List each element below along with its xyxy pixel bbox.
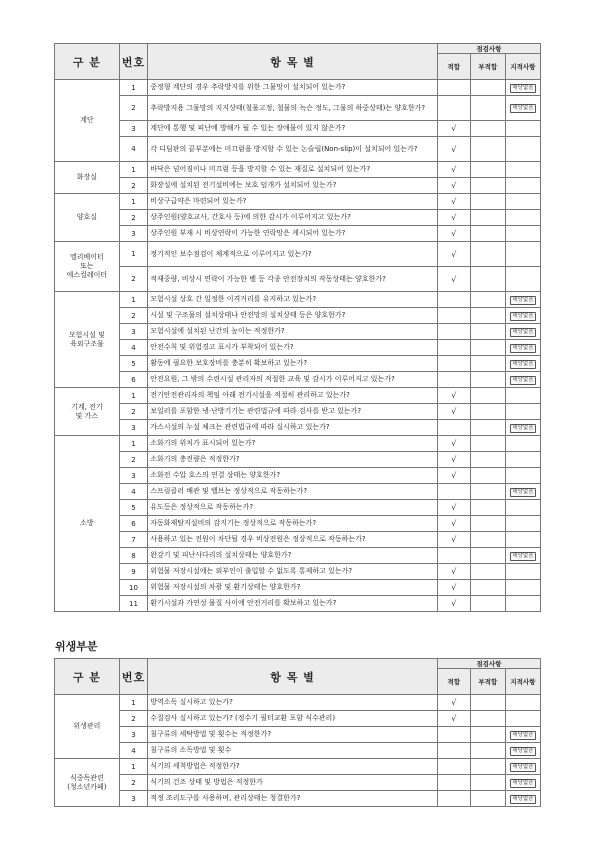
note-cell bbox=[505, 452, 540, 468]
table-row bbox=[55, 548, 541, 564]
check-item-text: 가스시설의 누설 체크는 관련법규에 따라 실시하고 있는가? bbox=[148, 420, 438, 436]
check-item-text: 침구류의 세탁방법 및 횟수는 적정한가? bbox=[148, 727, 438, 743]
ok-mark bbox=[437, 791, 470, 807]
header-ok: 적합 bbox=[437, 54, 470, 80]
bad-mark bbox=[470, 727, 505, 743]
check-item-text: 유도등은 정상적으로 작동하는가? bbox=[148, 500, 438, 516]
ok-mark: √ bbox=[437, 532, 470, 548]
bad-mark bbox=[470, 194, 505, 210]
check-item-text: 적재중량, 비상시 연락이 가능한 벨 등 각종 안전장치의 작동상태는 양호한가? bbox=[148, 267, 438, 292]
bad-mark bbox=[470, 759, 505, 775]
note-cell bbox=[505, 484, 540, 500]
hygiene-section-title: 위생부분 bbox=[55, 640, 98, 653]
table-row bbox=[55, 452, 541, 468]
not-applicable-badge: 해당없음 bbox=[512, 779, 534, 786]
ok-mark: √ bbox=[437, 121, 470, 137]
header-bad: 부적합 bbox=[470, 54, 505, 80]
bad-mark bbox=[470, 791, 505, 807]
check-item-text: 스프링클러 배관 및 밸브는 정상적으로 작동하는가? bbox=[148, 484, 438, 500]
note-cell bbox=[505, 356, 540, 372]
bad-mark bbox=[470, 695, 505, 711]
table-row bbox=[55, 484, 541, 500]
ok-mark bbox=[437, 372, 470, 388]
check-item-text: 중정형 계단의 경우 추락방지를 위한 그물망이 설치되어 있는가? bbox=[148, 80, 438, 96]
check-item-text: 수질검사 실시하고 있는가? (정수기 필터교환 포함 식수관리) bbox=[148, 711, 438, 727]
note-cell bbox=[505, 759, 540, 775]
table-row bbox=[55, 500, 541, 516]
check-item-text: 위험물 저장시설에는 외부인이 출입할 수 없도록 통제하고 있는가? bbox=[148, 564, 438, 580]
row-number: 1 bbox=[119, 695, 148, 711]
header-bad: 부적합 bbox=[470, 669, 505, 695]
note-cell bbox=[505, 137, 540, 162]
not-applicable-badge: 해당없음 bbox=[512, 296, 534, 303]
row-number: 2 bbox=[119, 452, 148, 468]
not-applicable-badge: 해당없음 bbox=[512, 731, 534, 738]
not-applicable-badge: 해당없음 bbox=[512, 552, 534, 559]
header-number: 번호 bbox=[119, 659, 148, 695]
note-cell bbox=[505, 580, 540, 596]
note-cell bbox=[505, 743, 540, 759]
row-number: 9 bbox=[119, 564, 148, 580]
check-item-text: 상주인원 부재 시 비상연락이 가능한 연락망은 게시되어 있는가? bbox=[148, 226, 438, 242]
check-item-text: 소화전 수압 호스의 연결 상태는 양호한가? bbox=[148, 468, 438, 484]
bad-mark bbox=[470, 137, 505, 162]
bad-mark bbox=[470, 452, 505, 468]
row-number: 4 bbox=[119, 137, 148, 162]
table-row bbox=[55, 372, 541, 388]
check-item-text: 위험물 저장시설의 차광 및 환기상태는 양호한가? bbox=[148, 580, 438, 596]
row-number: 10 bbox=[119, 580, 148, 596]
category-cell: 모험시설 및 육외구조물 bbox=[55, 292, 120, 388]
check-item-text: 바닥은 넘어짐이나 미끄럼 등을 방지할 수 있는 재질로 설치되어 있는가? bbox=[148, 162, 438, 178]
note-cell bbox=[505, 388, 540, 404]
table-row bbox=[55, 596, 541, 612]
note-cell bbox=[505, 324, 540, 340]
row-number: 4 bbox=[119, 743, 148, 759]
bad-mark bbox=[470, 580, 505, 596]
bad-mark bbox=[470, 372, 505, 388]
category-cell: 계단 bbox=[55, 80, 120, 162]
check-item-text: 환기시설과 가연성 물질 사이에 안전거리를 확보하고 있는가? bbox=[148, 596, 438, 612]
not-applicable-badge: 해당없음 bbox=[512, 376, 534, 383]
row-number: 2 bbox=[119, 267, 148, 292]
not-applicable-badge: 해당없음 bbox=[512, 763, 534, 770]
bad-mark bbox=[470, 596, 505, 612]
not-applicable-badge: 해당없음 bbox=[512, 424, 534, 431]
row-number: 3 bbox=[119, 324, 148, 340]
check-item-text: 방역소독 실시하고 있는가? bbox=[148, 695, 438, 711]
row-number: 1 bbox=[119, 759, 148, 775]
row-number: 8 bbox=[119, 548, 148, 564]
table-row bbox=[55, 137, 541, 162]
bad-mark bbox=[470, 500, 505, 516]
note-cell bbox=[505, 695, 540, 711]
row-number: 1 bbox=[119, 80, 148, 96]
check-item-text: 계단에 통행 및 피난에 방해가 될 수 있는 장애물이 있지 않은가? bbox=[148, 121, 438, 137]
table-row bbox=[55, 80, 541, 96]
row-number: 5 bbox=[119, 500, 148, 516]
table-row bbox=[55, 388, 541, 404]
note-cell bbox=[505, 775, 540, 791]
table-row bbox=[55, 340, 541, 356]
ok-mark bbox=[437, 340, 470, 356]
ok-mark: √ bbox=[437, 242, 470, 267]
table-row bbox=[55, 775, 541, 791]
note-cell bbox=[505, 162, 540, 178]
bad-mark bbox=[470, 516, 505, 532]
bad-mark bbox=[470, 292, 505, 308]
row-number: 3 bbox=[119, 468, 148, 484]
row-number: 3 bbox=[119, 121, 148, 137]
hygiene-checklist-table bbox=[54, 658, 541, 807]
row-number: 3 bbox=[119, 791, 148, 807]
table-row bbox=[55, 532, 541, 548]
category-cell: 위생관리 bbox=[55, 695, 120, 759]
header-category: 구 분 bbox=[55, 659, 120, 695]
note-cell bbox=[505, 80, 540, 96]
note-cell bbox=[505, 267, 540, 292]
ok-mark: √ bbox=[437, 452, 470, 468]
note-cell bbox=[505, 564, 540, 580]
bad-mark bbox=[470, 324, 505, 340]
ok-mark: √ bbox=[437, 596, 470, 612]
table-row bbox=[55, 436, 541, 452]
table-row bbox=[55, 791, 541, 807]
note-cell bbox=[505, 226, 540, 242]
row-number: 3 bbox=[119, 226, 148, 242]
check-item-text: 활동에 필요한 보호장비를 충분히 확보하고 있는가? bbox=[148, 356, 438, 372]
check-item-text: 식기의 세척방법은 적정한가? bbox=[148, 759, 438, 775]
note-cell bbox=[505, 292, 540, 308]
ok-mark: √ bbox=[437, 695, 470, 711]
not-applicable-badge: 해당없음 bbox=[512, 84, 534, 91]
check-item-text: 안전수칙 및 위험경고 표시가 부착되어 있는가? bbox=[148, 340, 438, 356]
ok-mark: √ bbox=[437, 580, 470, 596]
ok-mark bbox=[437, 292, 470, 308]
check-item-text: 소화기의 위치가 표시되어 있는가? bbox=[148, 436, 438, 452]
row-number: 1 bbox=[119, 388, 148, 404]
category-cell: 식중독관련 (청소년카페) bbox=[55, 759, 120, 807]
table-row bbox=[55, 468, 541, 484]
table-row bbox=[55, 711, 541, 727]
bad-mark bbox=[470, 468, 505, 484]
bad-mark bbox=[470, 242, 505, 267]
row-number: 2 bbox=[119, 178, 148, 194]
row-number: 7 bbox=[119, 532, 148, 548]
check-item-text: 사용하고 있는 전원이 차단될 경우 비상전원은 정상적으로 작동하는가? bbox=[148, 532, 438, 548]
category-cell: 엘리베이터 또는 에스컬레이터 bbox=[55, 242, 120, 292]
check-item-text: 침구류의 소독방법 및 횟수 bbox=[148, 743, 438, 759]
ok-mark bbox=[437, 308, 470, 324]
bad-mark bbox=[470, 267, 505, 292]
bad-mark bbox=[470, 388, 505, 404]
note-cell bbox=[505, 340, 540, 356]
row-number: 2 bbox=[119, 404, 148, 420]
table-row bbox=[55, 759, 541, 775]
table-row bbox=[55, 226, 541, 242]
check-item-text: 추락방지용 그물망의 지지상태(철물고정, 철물의 녹슨 정도, 그물의 하중상태)는 양호한가? bbox=[148, 96, 438, 121]
header-number: 번호 bbox=[119, 44, 148, 80]
table-row bbox=[55, 695, 541, 711]
note-cell bbox=[505, 308, 540, 324]
not-applicable-badge: 해당없음 bbox=[512, 795, 534, 802]
check-item-text: 화장실에 설치된 전기설비에는 보호 덮개가 설치되어 있는가? bbox=[148, 178, 438, 194]
ok-mark: √ bbox=[437, 711, 470, 727]
header-item: 항 목 별 bbox=[148, 44, 438, 80]
ok-mark: √ bbox=[437, 178, 470, 194]
note-cell bbox=[505, 194, 540, 210]
table-row bbox=[55, 178, 541, 194]
row-number: 6 bbox=[119, 516, 148, 532]
note-cell bbox=[505, 468, 540, 484]
table-row bbox=[55, 404, 541, 420]
note-cell bbox=[505, 596, 540, 612]
table-row bbox=[55, 121, 541, 137]
bad-mark bbox=[470, 308, 505, 324]
table-row bbox=[55, 292, 541, 308]
ok-mark: √ bbox=[437, 436, 470, 452]
bad-mark bbox=[470, 548, 505, 564]
check-item-text: 전기안전관리자의 책임 아래 전기시설을 적절히 관리하고 있는가? bbox=[148, 388, 438, 404]
ok-mark bbox=[437, 484, 470, 500]
header-check: 점검사항 bbox=[437, 659, 540, 669]
bad-mark bbox=[470, 162, 505, 178]
ok-mark: √ bbox=[437, 194, 470, 210]
ok-mark bbox=[437, 80, 470, 96]
table-row bbox=[55, 267, 541, 292]
ok-mark bbox=[437, 775, 470, 791]
note-cell bbox=[505, 242, 540, 267]
header-check: 점검사항 bbox=[437, 44, 540, 54]
table-row bbox=[55, 308, 541, 324]
ok-mark bbox=[437, 96, 470, 121]
table-row bbox=[55, 210, 541, 226]
row-number: 2 bbox=[119, 210, 148, 226]
ok-mark bbox=[437, 727, 470, 743]
row-number: 6 bbox=[119, 372, 148, 388]
bad-mark bbox=[470, 226, 505, 242]
not-applicable-badge: 해당없음 bbox=[512, 105, 534, 111]
note-cell bbox=[505, 516, 540, 532]
note-cell bbox=[505, 436, 540, 452]
row-number: 2 bbox=[119, 96, 148, 121]
ok-mark: √ bbox=[437, 516, 470, 532]
bad-mark bbox=[470, 711, 505, 727]
note-cell bbox=[505, 791, 540, 807]
check-item-text: 식기의 건조 상태 및 방법은 적정한가 bbox=[148, 775, 438, 791]
row-number: 1 bbox=[119, 162, 148, 178]
note-cell bbox=[505, 178, 540, 194]
ok-mark: √ bbox=[437, 404, 470, 420]
note-cell bbox=[505, 548, 540, 564]
not-applicable-badge: 해당없음 bbox=[512, 747, 534, 754]
row-number: 11 bbox=[119, 596, 148, 612]
ok-mark bbox=[437, 743, 470, 759]
check-item-text: 비상구급약은 마련되어 있는가? bbox=[148, 194, 438, 210]
header-item: 항 목 별 bbox=[148, 659, 438, 695]
table-row bbox=[55, 516, 541, 532]
ok-mark bbox=[437, 759, 470, 775]
row-number: 1 bbox=[119, 194, 148, 210]
ok-mark: √ bbox=[437, 388, 470, 404]
not-applicable-badge: 해당없음 bbox=[512, 344, 534, 351]
header-ok: 적합 bbox=[437, 669, 470, 695]
bad-mark bbox=[470, 178, 505, 194]
table-row bbox=[55, 324, 541, 340]
note-cell bbox=[505, 420, 540, 436]
bad-mark bbox=[470, 404, 505, 420]
row-number: 3 bbox=[119, 727, 148, 743]
note-cell bbox=[505, 372, 540, 388]
bad-mark bbox=[470, 775, 505, 791]
ok-mark bbox=[437, 324, 470, 340]
bad-mark bbox=[470, 340, 505, 356]
table-row bbox=[55, 194, 541, 210]
row-number: 3 bbox=[119, 420, 148, 436]
table-row bbox=[55, 420, 541, 436]
row-number: 1 bbox=[119, 436, 148, 452]
table-row bbox=[55, 580, 541, 596]
header-note: 지적사항 bbox=[505, 669, 540, 695]
ok-mark: √ bbox=[437, 267, 470, 292]
ok-mark bbox=[437, 420, 470, 436]
table-row bbox=[55, 96, 541, 121]
ok-mark: √ bbox=[437, 162, 470, 178]
not-applicable-badge: 해당없음 bbox=[512, 488, 534, 495]
table-row bbox=[55, 727, 541, 743]
bad-mark bbox=[470, 743, 505, 759]
not-applicable-badge: 해당없음 bbox=[512, 312, 534, 319]
ok-mark: √ bbox=[437, 137, 470, 162]
note-cell bbox=[505, 500, 540, 516]
bad-mark bbox=[470, 484, 505, 500]
row-number: 5 bbox=[119, 356, 148, 372]
check-item-text: 각 디딤판의 끝부분에는 미끄럼을 방지할 수 있는 논슬립(Non-slip)이 설치되어 있는가? bbox=[148, 137, 438, 162]
note-cell bbox=[505, 121, 540, 137]
row-number: 2 bbox=[119, 775, 148, 791]
check-item-text: 완강기 및 피난사다리의 설치상태는 양호한가? bbox=[148, 548, 438, 564]
ok-mark: √ bbox=[437, 226, 470, 242]
bad-mark bbox=[470, 564, 505, 580]
category-cell: 소방 bbox=[55, 436, 120, 612]
bad-mark bbox=[470, 356, 505, 372]
check-item-text: 상주인원(양호교사, 간호사 등)에 의한 감시가 이루어지고 있는가? bbox=[148, 210, 438, 226]
check-item-text: 정기적인 보수점검이 체계적으로 이루어지고 있는가? bbox=[148, 242, 438, 267]
ok-mark: √ bbox=[437, 564, 470, 580]
bad-mark bbox=[470, 121, 505, 137]
bad-mark bbox=[470, 80, 505, 96]
ok-mark bbox=[437, 356, 470, 372]
not-applicable-badge: 해당없음 bbox=[512, 328, 534, 335]
check-item-text: 자동화재탐지설비의 감지기는 정상적으로 작동하는가? bbox=[148, 516, 438, 532]
not-applicable-badge: 해당없음 bbox=[512, 360, 534, 367]
safety-checklist-table bbox=[54, 43, 541, 612]
bad-mark bbox=[470, 210, 505, 226]
check-item-text: 보일러를 포함한 냉·난방기기는 관련법규에 따라 검사를 받고 있는가? bbox=[148, 404, 438, 420]
bad-mark bbox=[470, 436, 505, 452]
bad-mark bbox=[470, 532, 505, 548]
category-cell: 화장실 bbox=[55, 162, 120, 194]
row-number: 4 bbox=[119, 484, 148, 500]
check-item-text: 시설 및 구조물의 설치상태나 안전망의 설치상태 등은 양호한가? bbox=[148, 308, 438, 324]
header-note: 지적사항 bbox=[505, 54, 540, 80]
note-cell bbox=[505, 210, 540, 226]
ok-mark: √ bbox=[437, 500, 470, 516]
table-row bbox=[55, 356, 541, 372]
bad-mark bbox=[470, 420, 505, 436]
table-row bbox=[55, 564, 541, 580]
note-cell bbox=[505, 711, 540, 727]
row-number: 2 bbox=[119, 308, 148, 324]
note-cell bbox=[505, 727, 540, 743]
check-item-text: 소화기의 충전량은 적정한가? bbox=[148, 452, 438, 468]
row-number: 1 bbox=[119, 292, 148, 308]
bad-mark bbox=[470, 96, 505, 121]
table-row bbox=[55, 242, 541, 267]
note-cell bbox=[505, 404, 540, 420]
header-category: 구 분 bbox=[55, 44, 120, 80]
check-item-text: 안전요원, 그 밖의 수련시설 관리자의 적절한 교육 및 감시가 이루어지고 있는가? bbox=[148, 372, 438, 388]
ok-mark: √ bbox=[437, 210, 470, 226]
row-number: 1 bbox=[119, 242, 148, 267]
note-cell bbox=[505, 96, 540, 121]
category-cell: 양호실 bbox=[55, 194, 120, 242]
ok-mark bbox=[437, 548, 470, 564]
row-number: 2 bbox=[119, 711, 148, 727]
row-number: 4 bbox=[119, 340, 148, 356]
table-row bbox=[55, 162, 541, 178]
check-item-text: 모험시설 상호 간 일정한 이격거리를 유지하고 있는가? bbox=[148, 292, 438, 308]
ok-mark: √ bbox=[437, 468, 470, 484]
note-cell bbox=[505, 532, 540, 548]
table-row bbox=[55, 743, 541, 759]
check-item-text: 적정 조리도구를 사용하며, 관리상태는 청결한가? bbox=[148, 791, 438, 807]
category-cell: 기계, 전기 및 가스 bbox=[55, 388, 120, 436]
check-item-text: 모험시설에 설치된 난간의 높이는 적정한가? bbox=[148, 324, 438, 340]
